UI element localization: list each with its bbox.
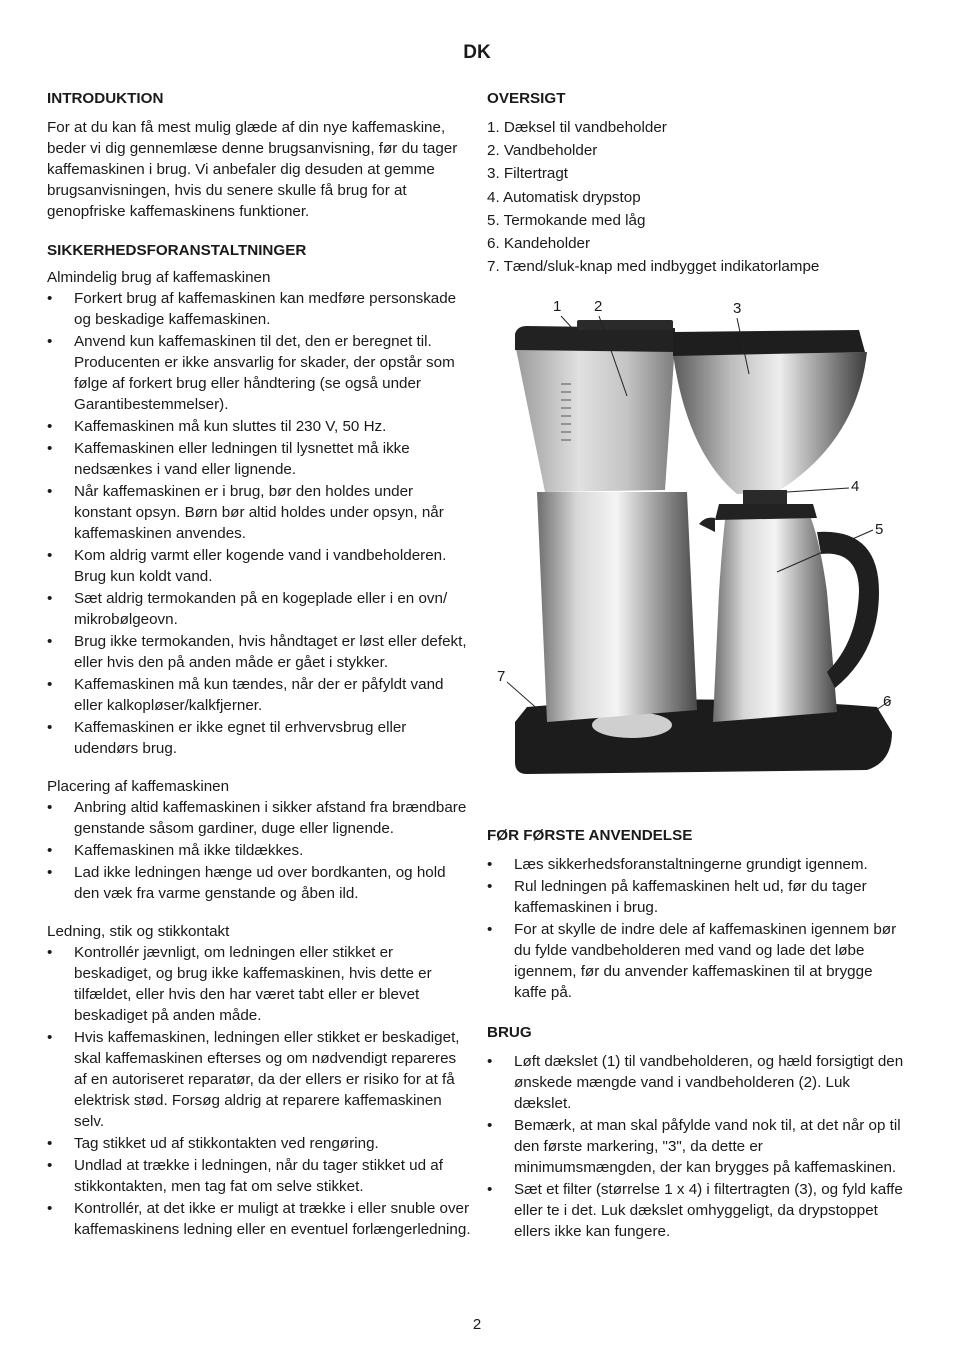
list-item: • Kontrollér jævnligt, om ledningen eller stikket er beskadiget, og brug ikke kaffemaskinen, hvis dette er tilfældet, eller hvis den har været tabt eller er blevet beskadiget på anden måde. [47, 942, 472, 1026]
page-number: 2 [472, 1316, 482, 1333]
general-use-list [47, 288, 472, 759]
list-item: • Læs sikkerhedsforanstaltningerne grundigt igennem. [487, 854, 907, 875]
list-item: • For at skylle de indre dele af kaffemaskinen igennem bør du fylde vandbeholderen med vand og lade det løbe igennem, før du anvender kaffemaskinen til at brygge kaffe på. [487, 919, 907, 1003]
general-use-subheading: Almindelig brug af kaffemaskinen [47, 269, 271, 286]
placement-list [47, 797, 472, 904]
first-use-list [487, 854, 907, 1003]
usage-heading: BRUG [487, 1024, 532, 1041]
list-item: 2. Vandbeholder [487, 142, 598, 160]
list-item: 4. Automatisk drypstop [487, 188, 641, 206]
list-item: 6. Kandeholder [487, 234, 591, 252]
list-item: • Tag stikket ud af stikkontakten ved rengøring. [47, 1133, 472, 1154]
list-item: • Kontrollér, at det ikke er muligt at trække i eller snuble over kaffemaskinens ledning eller en eventuel forlængerledning. [47, 1198, 472, 1240]
list-item: • Undlad at trække i ledningen, når du tager stikket ud af stikkontakten, men tag fat om selve stikket. [47, 1155, 472, 1197]
overview-section [487, 88, 907, 279]
callout-1: 1 [553, 298, 562, 315]
callout-2: 2 [594, 298, 603, 315]
list-item: • Når kaffemaskinen er i brug, bør den holdes under konstant opsyn. Børn bør altid holdes under opsyn, når kaffemaskinen anvendes. [47, 481, 472, 544]
cord-subheading: Ledning, stik og stikkontakt [47, 923, 230, 940]
list-item: • Forkert brug af kaffemaskinen kan medføre personskade og beskadige kaffemaskinen. [47, 288, 472, 330]
callout-6: 6 [883, 693, 892, 710]
list-item: • Bemærk, at man skal påfylde vand nok til, at det når op til den første markering, "3", da dette er minimumsmængden, der kan brygges på kaffemaskinen. [487, 1115, 907, 1178]
list-item: • Hvis kaffemaskinen, ledningen eller stikket er beskadiget, skal kaffemaskinen efterses og om nødvendigt repareres af en autoriseret reparatør, da der ellers er risiko for at få elektrisk stød. Forsøg aldrig at reparere kaffemaskinen selv. [47, 1027, 472, 1132]
callout-3: 3 [733, 300, 742, 317]
placement-subheading: Placering af kaffemaskinen [47, 778, 230, 795]
list-item: • Kaffemaskinen må ikke tildækkes. [47, 840, 472, 861]
list-item: • Anvend kun kaffemaskinen til det, den er beregnet til. Producenten er ikke ansvarlig for skader, der opstår som følge af forkert brug eller håndtering (se også under Garantibestemmelser). [47, 331, 472, 415]
list-item: • Kaffemaskinen er ikke egnet til erhvervsbrug eller udendørs brug. [47, 717, 472, 759]
callout-7: 7 [497, 668, 506, 685]
list-item: • Kaffemaskinen eller ledningen til lysnettet må ikke nedsænkes i vand eller lignende. [47, 438, 472, 480]
list-item: 5. Termokande med låg [487, 211, 646, 229]
list-item: • Rul ledningen på kaffemaskinen helt ud, før du tager kaffemaskinen i brug. [487, 876, 907, 918]
list-item: 3. Filtertragt [487, 165, 569, 183]
safety-heading: SIKKERHEDSFORANSTALTNINGER [47, 242, 307, 259]
callout-4: 4 [851, 478, 860, 495]
list-item: • Løft dækslet (1) til vandbeholderen, og hæld forsigtigt den ønskede mængde vand i vandbeholderen (2). Luk dækslet. [487, 1051, 907, 1114]
coffee-maker-illustration [487, 292, 907, 782]
list-item: • Anbring altid kaffemaskinen i sikker afstand fra brændbare genstande såsom gardiner, duge eller lignende. [47, 797, 472, 839]
first-use-heading: FØR FØRSTE ANVENDELSE [487, 827, 693, 844]
callout-5: 5 [875, 521, 884, 538]
list-item: • Sæt et filter (størrelse 1 x 4) i filtertragten (3), og fyld kaffe eller te i det. Luk dækslet omhyggeligt, da drypstoppet ellers ikke kan fungere. [487, 1179, 907, 1242]
language-code: DK [463, 42, 491, 63]
intro-heading: INTRODUKTION [47, 90, 164, 107]
overview-list [487, 117, 907, 277]
left-column [47, 88, 472, 1241]
list-item: 1. Dæksel til vandbeholder [487, 119, 667, 136]
first-use-section [487, 825, 907, 1243]
list-item: • Kom aldrig varmt eller kogende vand i vandbeholderen. Brug kun koldt vand. [47, 545, 472, 587]
list-item: • Brug ikke termokanden, hvis håndtaget er løst eller defekt, eller hvis den på anden måde er gået i stykker. [47, 631, 472, 673]
list-item: • Kaffemaskinen må kun tændes, når der er påfyldt vand eller kalkopløser/kalkfjerner. [47, 674, 472, 716]
overview-heading: OVERSIGT [487, 90, 566, 107]
list-item: 7. Tænd/sluk-knap med indbygget indikatorlampe [487, 258, 820, 276]
cord-list [47, 942, 472, 1240]
list-item: • Sæt aldrig termokanden på en kogeplade eller i en ovn/ mikrobølgeovn. [47, 588, 472, 630]
intro-text: For at du kan få mest mulig glæde af din nye kaffemaskine, beder vi dig gennemlæse denne brugsanvisning, før du tager kaffemaskinen i brug. Vi anbefaler dig desuden at gemme brugsanvisningen, hvis du senere skulle få brug for at genopfriske kaffemaskinens funktioner. [47, 119, 458, 220]
list-item: • Kaffemaskinen må kun sluttes til 230 V, 50 Hz. [47, 416, 472, 437]
coffee-maker-drawing [487, 292, 907, 782]
list-item: • Lad ikke ledningen hænge ud over bordkanten, og hold den væk fra varme genstande og åben ild. [47, 862, 472, 904]
usage-list [487, 1051, 907, 1242]
